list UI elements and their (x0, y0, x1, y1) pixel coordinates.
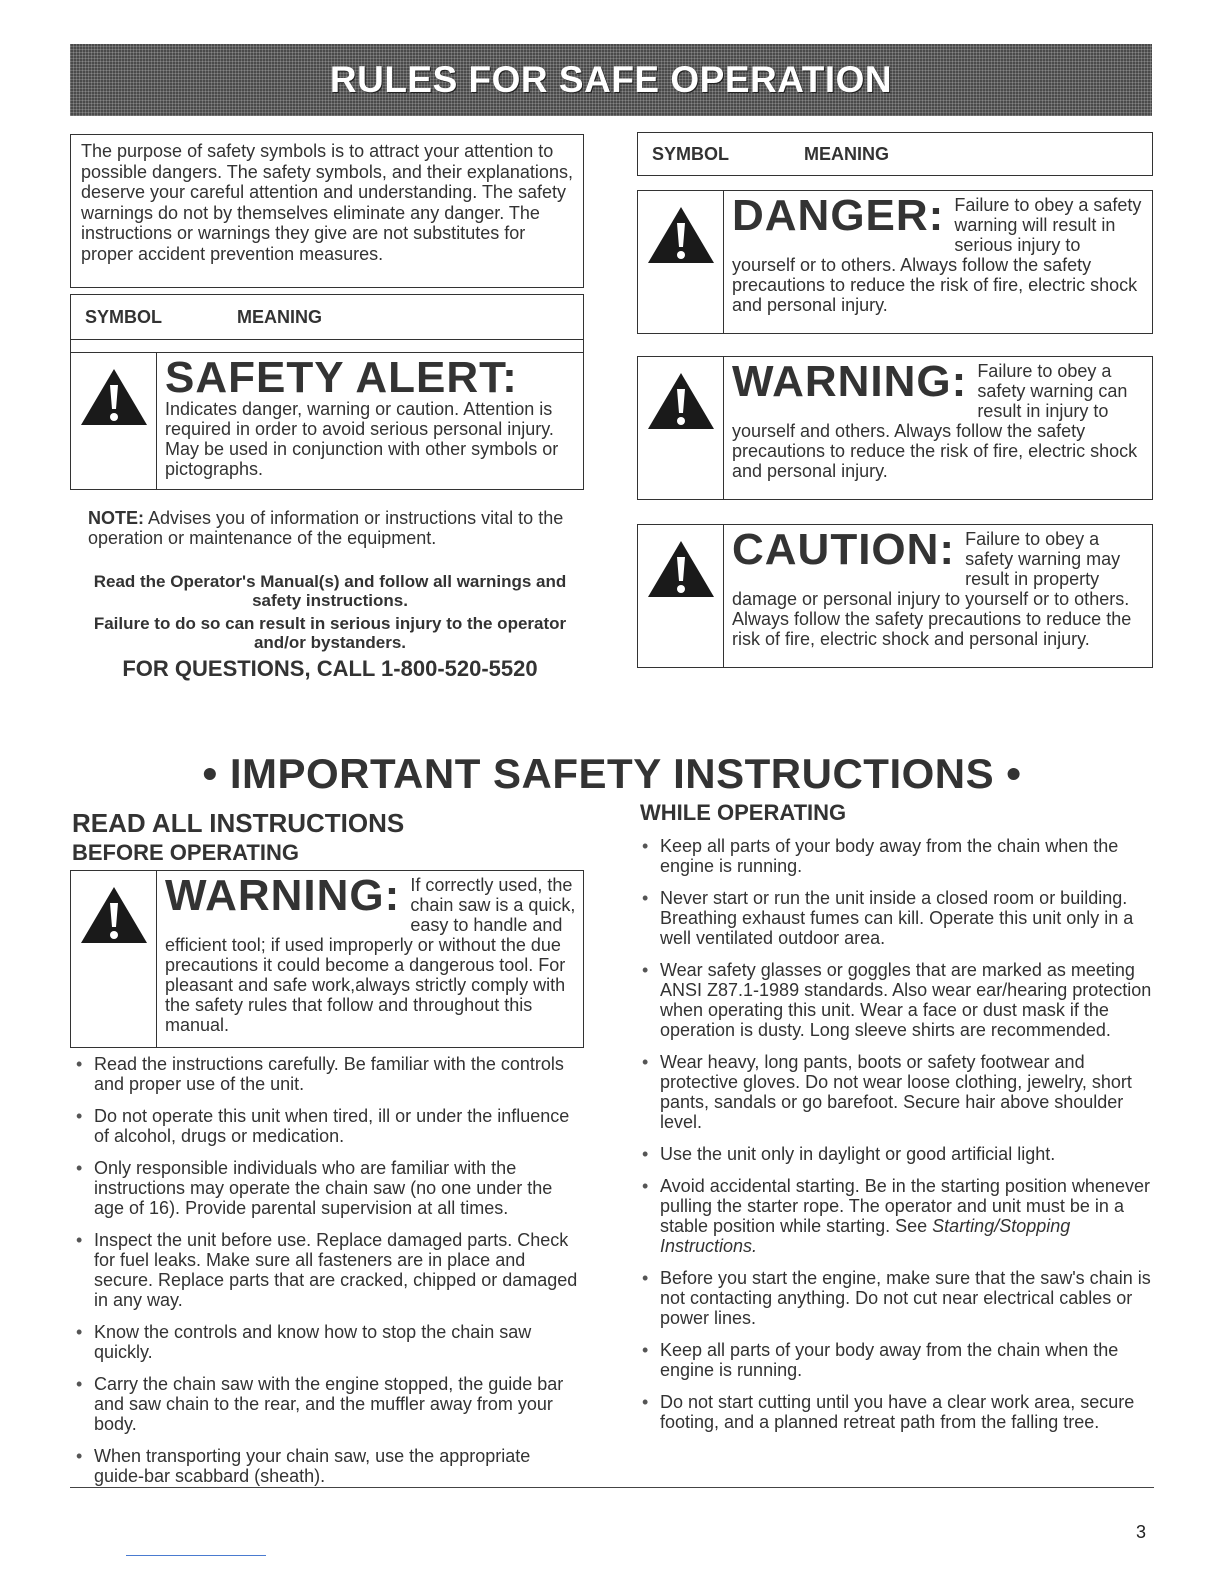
before-operating-heading: BEFORE OPERATING (72, 840, 299, 865)
list-item: • Carry the chain saw with the engine stopped, the guide bar and saw chain to the rear, and the muffler away from your body. (74, 1374, 584, 1434)
intro-box (70, 134, 584, 288)
warning-triangle-icon (79, 367, 149, 427)
caution-text: Failure to obey a safety warning may result in property damage or personal injury to yourself or to others. Always follow the safety precautions to reduce the risk of fire, electric shock and personal injury. (732, 529, 1132, 649)
safety-alert-icon-cell (71, 353, 157, 489)
warning-box (637, 356, 1153, 500)
chainsaw-warning-icon-cell (71, 871, 157, 1047)
caution-text-cell (724, 525, 1152, 667)
safety-alert-text: Indicates danger, warning or caution. Attention is required in order to avoid serious personal injury. May be used in conjunction with other symbols or pictographs. (165, 399, 559, 479)
chainsaw-warning-word: WARNING: (165, 871, 401, 920)
list-item: • When transporting your chain saw, use the appropriate guide-bar scabbard (sheath). (74, 1446, 584, 1486)
list-item: • Know the controls and know how to stop the chain saw quickly. (74, 1322, 584, 1362)
questions-phone: FOR QUESTIONS, CALL 1-800-520-5520 (122, 656, 538, 681)
list-item: • Keep all parts of your body away from the chain when the engine is running. (640, 836, 1152, 876)
intro-text: The purpose of safety symbols is to attract your attention to possible dangers. The safety symbols, and their explanations, deserve your careful attention and understanding. The safety warnings do not by themselves eliminate any danger. The instructions or warnings they give are not substitutes for proper accident prevention measures. (81, 141, 573, 264)
symbol-table-left (70, 294, 584, 490)
chainsaw-warning-text: If correctly used, the chain saw is a quick, easy to handle and efficient tool; if used improperly or without the due precautions it could become a dangerous tool. For pleasant and safe work,always strictly comply with the safety rules that follow and throughout this manual. (165, 875, 576, 1035)
list-item: • Read the instructions carefully. Be familiar with the controls and proper use of the unit. (74, 1054, 584, 1094)
warning-triangle-icon (646, 371, 716, 431)
list-item: • Do not operate this unit when tired, ill or under the influence of alcohol, drugs or medication. (74, 1106, 584, 1146)
caution-box (637, 524, 1153, 668)
danger-text-cell (724, 191, 1152, 333)
while-operating-list (640, 836, 1152, 1444)
list-item: • Wear heavy, long pants, boots or safety footwear and protective gloves. Do not wear loose clothing, jewelry, short pants, sandals or go barefoot. Secure hair above shoulder level. (640, 1052, 1152, 1132)
meaning-col-label: MEANING (237, 306, 323, 327)
symbol-header-right (638, 133, 1152, 175)
danger-word: DANGER: (732, 191, 945, 240)
read-manual-notice: Read the Operator's Manual(s) and follow all warnings and safety instructions. (93, 572, 567, 610)
safety-alert-row (71, 353, 583, 489)
note-block (88, 508, 588, 548)
list-item: • Never start or run the unit inside a closed room or building. Breathing exhaust fumes can kill. Operate this unit only in a well ventilated outdoor area. (640, 888, 1152, 948)
warning-word: WARNING: (732, 357, 968, 406)
safety-alert-word: SAFETY ALERT: (165, 353, 518, 402)
list-item: • Do not start cutting until you have a clear work area, secure footing, and a planned retreat path from the falling tree. (640, 1392, 1152, 1432)
caution-icon-cell (638, 525, 724, 667)
footer-rule (70, 1487, 1154, 1488)
note-label: NOTE: (88, 508, 144, 528)
danger-text: Failure to obey a safety warning will result in serious injury to yourself or to others. Always follow the safety precautions to reduce the risk of fire, electric shock and personal injury. (732, 195, 1142, 315)
caution-word: CAUTION: (732, 525, 956, 574)
list-item: • Wear safety glasses or goggles that are marked as meeting ANSI Z87.1-1989 standards. Also wear ear/hearing protection when operating this unit. Wear a face or dust mask if the operation is dusty. Long sleeve shirts are recommended. (640, 960, 1152, 1040)
banner-title: RULES FOR SAFE OPERATION (329, 59, 893, 100)
symbol-table-right-header (637, 132, 1153, 176)
warning-triangle-icon (646, 205, 716, 265)
starting-stopping-reference: Starting/Stopping Instructions. (660, 1216, 1071, 1256)
list-item: • Only responsible individuals who are familiar with the instructions may operate the chain saw (no one under the age of 16). Provide parental supervision at all times. (74, 1158, 584, 1218)
title-banner (70, 44, 1152, 116)
list-item: • Use the unit only in daylight or good artificial light. (640, 1144, 1152, 1164)
warning-triangle-icon (79, 885, 149, 945)
chainsaw-warning-box (70, 870, 584, 1048)
warning-text: Failure to obey a safety warning can result in injury to yourself and others. Always follow the safety precautions to reduce the risk of fire, electric shock and personal injury. (732, 361, 1138, 481)
footer-link-line (126, 1555, 266, 1556)
safety-alert-text-cell (157, 353, 583, 489)
table-spacer (71, 340, 583, 353)
chainsaw-warning-text-cell (157, 871, 583, 1047)
list-item: • Before you start the engine, make sure that the saw's chain is not contacting anything. Do not cut near electrical cables or power lines. (640, 1268, 1152, 1328)
list-item: • Keep all parts of your body away from the chain when the engine is running. (640, 1340, 1152, 1380)
symbol-header (71, 295, 583, 340)
list-item (640, 1176, 1152, 1256)
read-all-heading: READ ALL INSTRUCTIONS (72, 808, 405, 838)
list-item-text: Avoid accidental starting. Be in the starting position whenever pulling the starter rope. The operator and unit must be in a stable position while starting. See (660, 1176, 1150, 1236)
warning-text-cell (724, 357, 1152, 499)
symbol-col-label: SYMBOL (85, 306, 163, 327)
important-safety-title: • IMPORTANT SAFETY INSTRUCTIONS • (202, 750, 1022, 797)
meaning-col-label-right: MEANING (804, 143, 890, 164)
danger-icon-cell (638, 191, 724, 333)
symbol-col-label-right: SYMBOL (652, 143, 730, 164)
note-text: Advises you of information or instructions vital to the operation or maintenance of the equipment. (88, 508, 564, 548)
page-number: 3 (1136, 1522, 1147, 1542)
before-operating-list (74, 1054, 584, 1498)
list-item: • Inspect the unit before use. Replace damaged parts. Check for fuel leaks. Make sure all fasteners are in place and secure. Replace parts that are cracked, chipped or damaged in any way. (74, 1230, 584, 1310)
danger-box (637, 190, 1153, 334)
warning-triangle-icon (646, 539, 716, 599)
while-operating-heading: WHILE OPERATING (640, 800, 847, 825)
failure-notice: Failure to do so can result in serious injury to the operator and/or bystanders. (93, 614, 567, 652)
warning-icon-cell (638, 357, 724, 499)
